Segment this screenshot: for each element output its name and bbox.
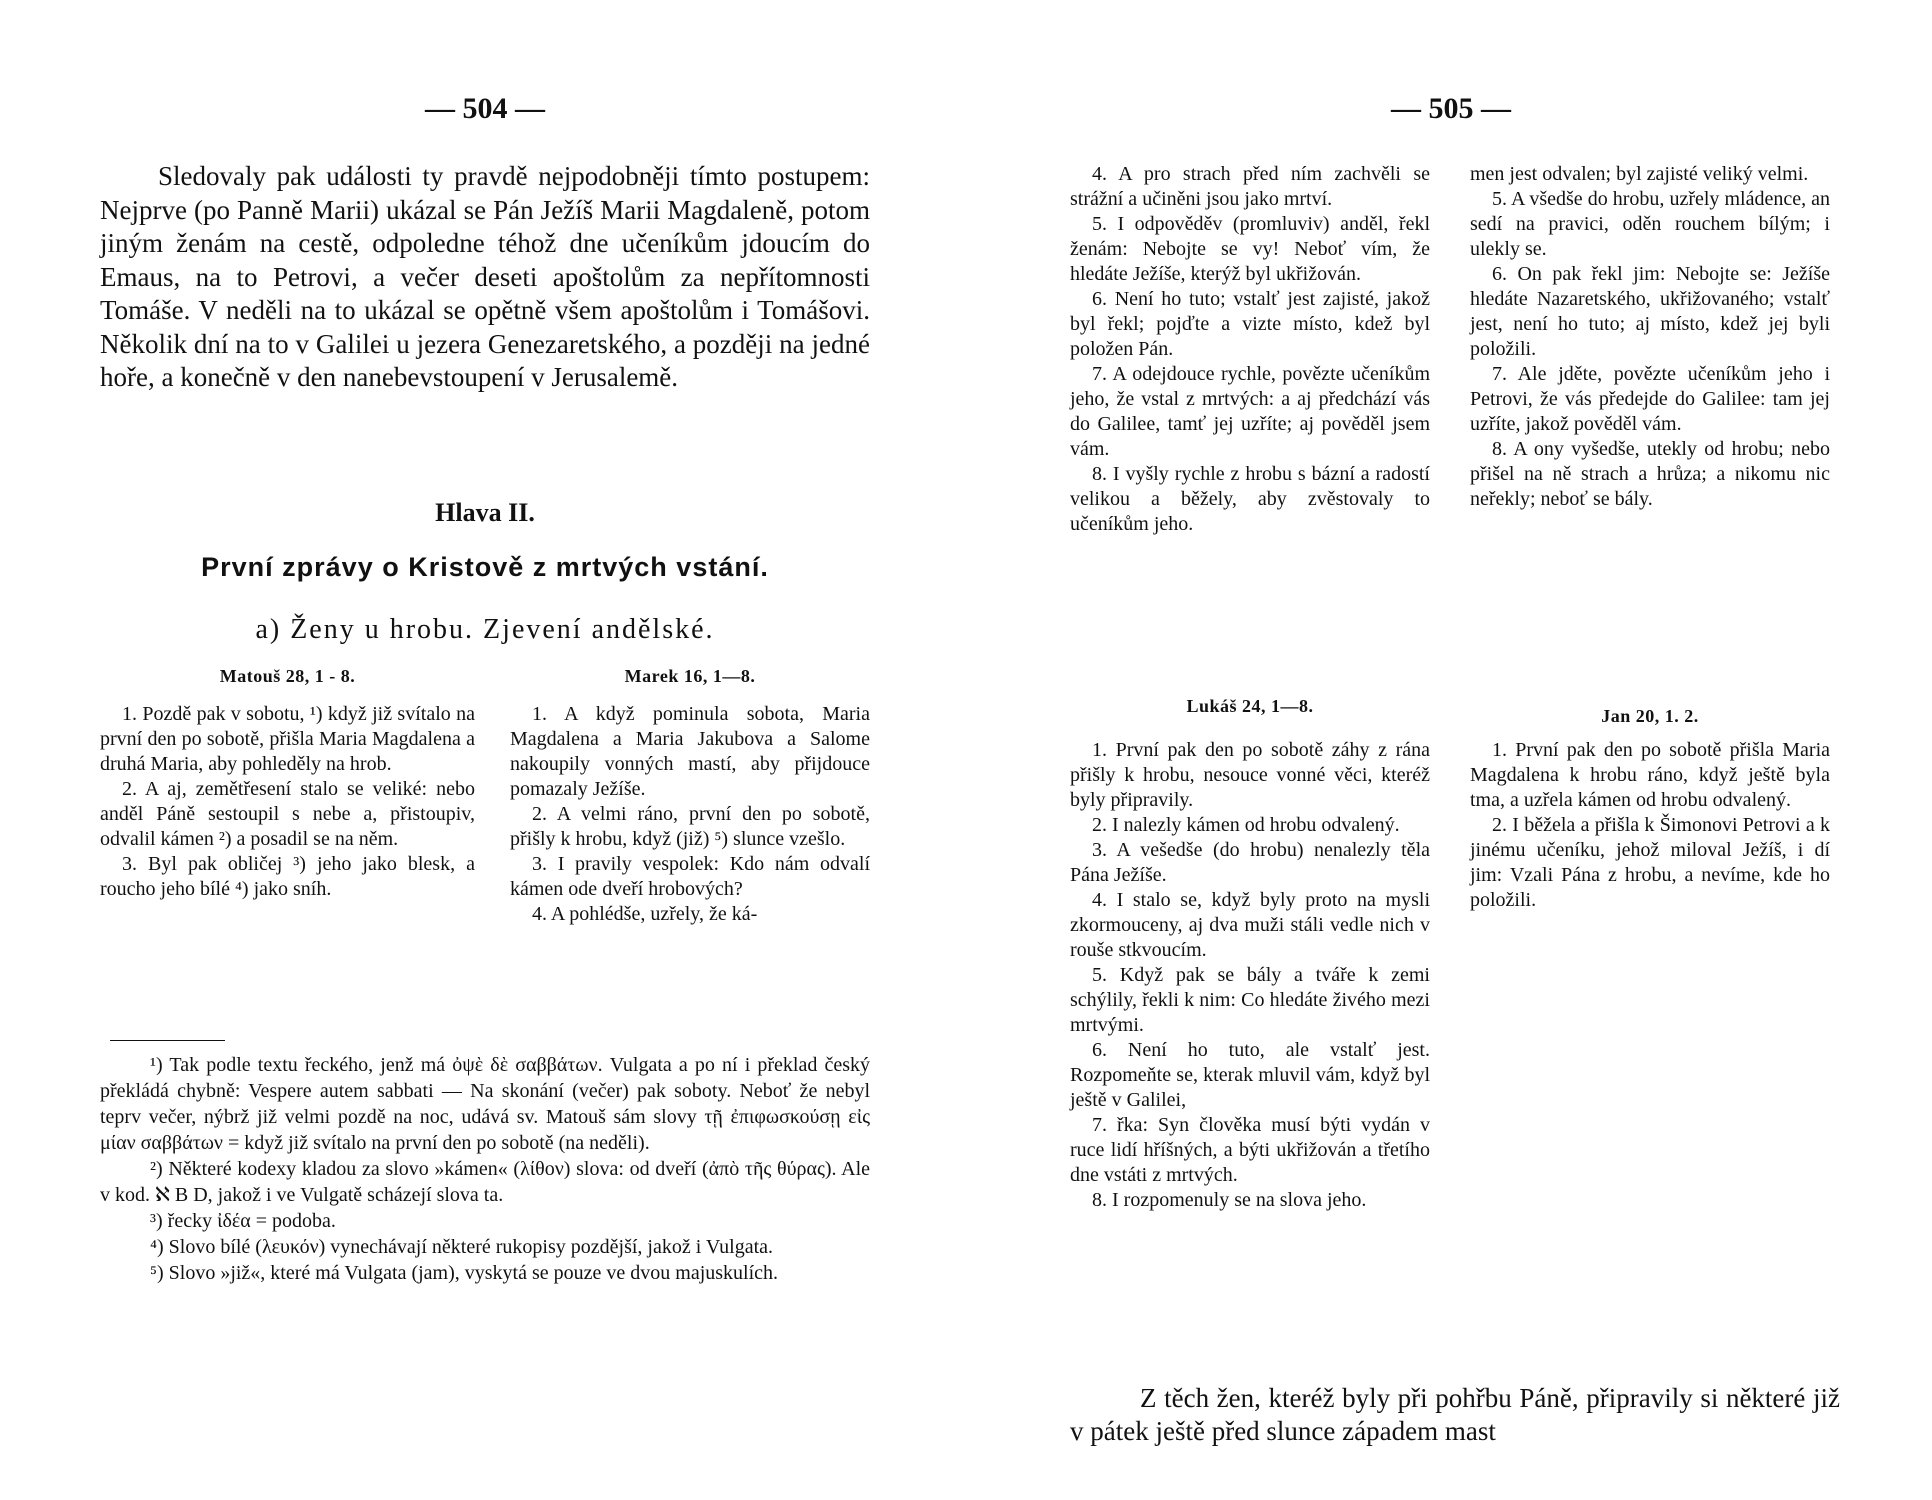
luke-column (1070, 738, 1430, 1213)
verse: 6. Není ho tuto; vstalť jest zajisté, jakož byl řekl; pojďte a vizte místo, kdež byl položen Pán. (1070, 288, 1430, 360)
verse: 2. I běžela a přišla k Šimonovi Petrovi a k jinému učeníku, jehož miloval Ježíš, i dí jim: Vzali Pána z hrobu, a nevíme, kde ho položili. (1470, 814, 1830, 911)
verse: 6. On pak řekl jim: Nebojte se: Ježíše hledáte Nazaretského, ukřižovaného; vstalť jest, není ho tuto; aj místo, kdež jej byli položili. (1470, 263, 1830, 360)
verse: 5. I odpověděv (promluviv) anděl, řekl ženám: Nebojte se vy! Neboť vím, že hledáte Ježíše, kterýž byl ukřižován. (1070, 213, 1430, 285)
verse: 2. I nalezly kámen od hrobu odvalený. (1092, 814, 1400, 836)
verse: 1. A když pominula sobota, Maria Magdalena a Maria Jakubova a Salome nakoupily vonných mastí, aby přijdouce pomazaly Ježíše. (510, 703, 870, 800)
verse: 7. A odejdouce rychle, povězte učeníkům jeho, že vstal z mrtvých: a aj předchází vás do Galilee, tamť jej uzříte; aj pověděl jsem vám. (1070, 363, 1430, 460)
verse: 4. A pro strach před ním zachvěli se strážní a učiněni jsou jako mrtví. (1070, 163, 1430, 210)
footnote: ⁴) Slovo bílé (λευκόν) vynechávají některé rukopisy pozdější, jakož i Vulgata. (150, 1236, 774, 1258)
verse: 4. I stalo se, když byly proto na mysli zkormouceny, aj dva muži stáli vedle nich v rouše stkvoucím. (1070, 889, 1430, 961)
verse: 3. Byl pak obličej ³) jeho jako blesk, a roucho jeho bílé ⁴) jako sníh. (100, 853, 475, 900)
verse: 7. řka: Syn člověka musí býti vydán v ruce lidí hříšných, a býti ukřižován a třetího dne vstáti z mrtvých. (1070, 1114, 1430, 1186)
verse: 8. A ony vyšedše, utekly od hrobu; nebo přišel na ně strach a hrůza; a nikomu nic neřekly; neboť se bály. (1470, 438, 1830, 510)
john-heading: Jan 20, 1. 2. (1601, 706, 1699, 726)
verse: 3. I pravily vespolek: Kdo nám odvalí kámen ode dveří hrobových? (510, 853, 870, 900)
mark-column (510, 702, 870, 927)
mark-continued-column (1470, 162, 1830, 512)
matthew-continued-column (1070, 162, 1430, 537)
verse: 4. A pohlédše, uzřely, že ká- (532, 903, 758, 925)
verse: men jest odvalen; byl zajisté veliký velmi. (1470, 163, 1809, 185)
right-page (966, 0, 1932, 1500)
section-title: a) Ženy u hrobu. Zjevení andělské. (255, 614, 715, 645)
verse: 5. A všedše do hrobu, uzřely mládence, an sedí na pravici, oděn rouchem bílým; i ulekly se. (1470, 188, 1830, 260)
john-column (1470, 738, 1830, 913)
luke-heading: Lukáš 24, 1—8. (1186, 696, 1314, 716)
page-number-left: — 504 — (425, 92, 545, 125)
matthew-column (100, 702, 475, 902)
verse: 7. Ale jděte, povězte učeníkům jeho i Petrovi, že vás předejde do Galilee: tam jej uzříte, jakož pověděl vám. (1470, 363, 1830, 435)
verse: 8. I rozpomenuly se na slova jeho. (1092, 1189, 1367, 1211)
page-number-right: — 505 — (1391, 92, 1511, 125)
intro-paragraph: Sledovaly pak události ty pravdě nejpodobněji tímto postupem: Nejprve (po Panně Marii) ukázal se Pán Ježíš Marii Magdaleně, potom jiným ženám na cestě, odpoledne téhož dne učeníkům jdoucím do Emaus, na to Petrovi, a večer deseti apoštolům za nepřítomnosti Tomáše. V neděli na to ukázal se opětně všem apoštolům i Tomášovi. Několik dní na to v Galilei u jezera Genezaretského, a později na jedné hoře, a konečně v den nanebevstoupení v Jerusalemě. (100, 161, 870, 392)
footnote: ⁵) Slovo »již«, které má Vulgata (jam), vyskytá se pouze ve dvou majuskulích. (150, 1262, 779, 1284)
matthew-heading: Matouš 28, 1 - 8. (219, 666, 356, 686)
verse: 1. Pozdě pak v sobotu, ¹) když již svítalo na první den po sobotě, přišla Maria Magdalena a druhá Maria, aby pohleděly na hrob. (100, 703, 475, 775)
verse: 1. První pak den po sobotě přišla Maria Magdalena k hrobu ráno, když ještě byla tma, a uzřela kámen od hrobu odvalený. (1470, 739, 1830, 811)
footnotes (100, 1052, 870, 1286)
footnote: ¹) Tak podle textu řeckého, jenž má ὀψὲ δὲ σαββάτων. Vulgata a po ní i překlad český překládá chybně: Vespere autem sabbati — Na skonání (večer) pak soboty. Neboť že nebyl teprv večer, nýbrž již velmi pozdě na noc, udává sv. Matouš sám slovy τῇ ἐπιφωσκούσῃ εἰς μίαν σαββάτων = když již svítalo na první den po sobotě (na neděli). (100, 1054, 870, 1154)
verse: 1. První pak den po sobotě záhy z rána přišly k hrobu, nesouce vonné věci, kteréž byly připravily. (1070, 739, 1430, 811)
mark-heading: Marek 16, 1—8. (624, 666, 756, 686)
verse: 6. Není ho tuto, ale vstalť jest. Rozpomeňte se, kterak mluvil vám, když byl ještě v Galilei, (1070, 1039, 1430, 1111)
footnote-divider (110, 1040, 225, 1041)
chapter-number: Hlava II. (435, 498, 535, 527)
footnote: ³) řecky ἰδέα = podoba. (150, 1210, 336, 1232)
verse: 8. I vyšly rychle z hrobu s bázní a radostí velikou a běžely, aby zvěstovaly to učeníkům jeho. (1070, 463, 1430, 535)
verse: 2. A aj, zemětřesení stalo se veliké: nebo anděl Páně sestoupil s nebe a, přistoupiv, odvalil kámen ²) a posadil se na něm. (100, 778, 475, 850)
verse: 2. A velmi ráno, první den po sobotě, přišly k hrobu, když (již) ⁵) slunce vzešlo. (510, 803, 870, 850)
footnote: ²) Některé kodexy kladou za slovo »kámen« (λίθον) slova: od dveří (ἀπὸ τῆς θύρας). Ale v kod. ℵ B D, jakož i ve Vulgatě scházejí slova ta. (100, 1158, 870, 1206)
verse: 3. A vešedše (do hrobu) nenalezly těla Pána Ježíše. (1070, 839, 1430, 886)
closing-paragraph: Z těch žen, kteréž byly při pohřbu Páně, připravily si některé již v pátek ještě před slunce západem mast (1070, 1383, 1840, 1446)
verse: 5. Když pak se bály a tváře k zemi schýlily, řekli k nim: Co hledáte živého mezi mrtvými. (1070, 964, 1430, 1036)
chapter-title: První zprávy o Kristově z mrtvých vstání. (201, 552, 769, 582)
